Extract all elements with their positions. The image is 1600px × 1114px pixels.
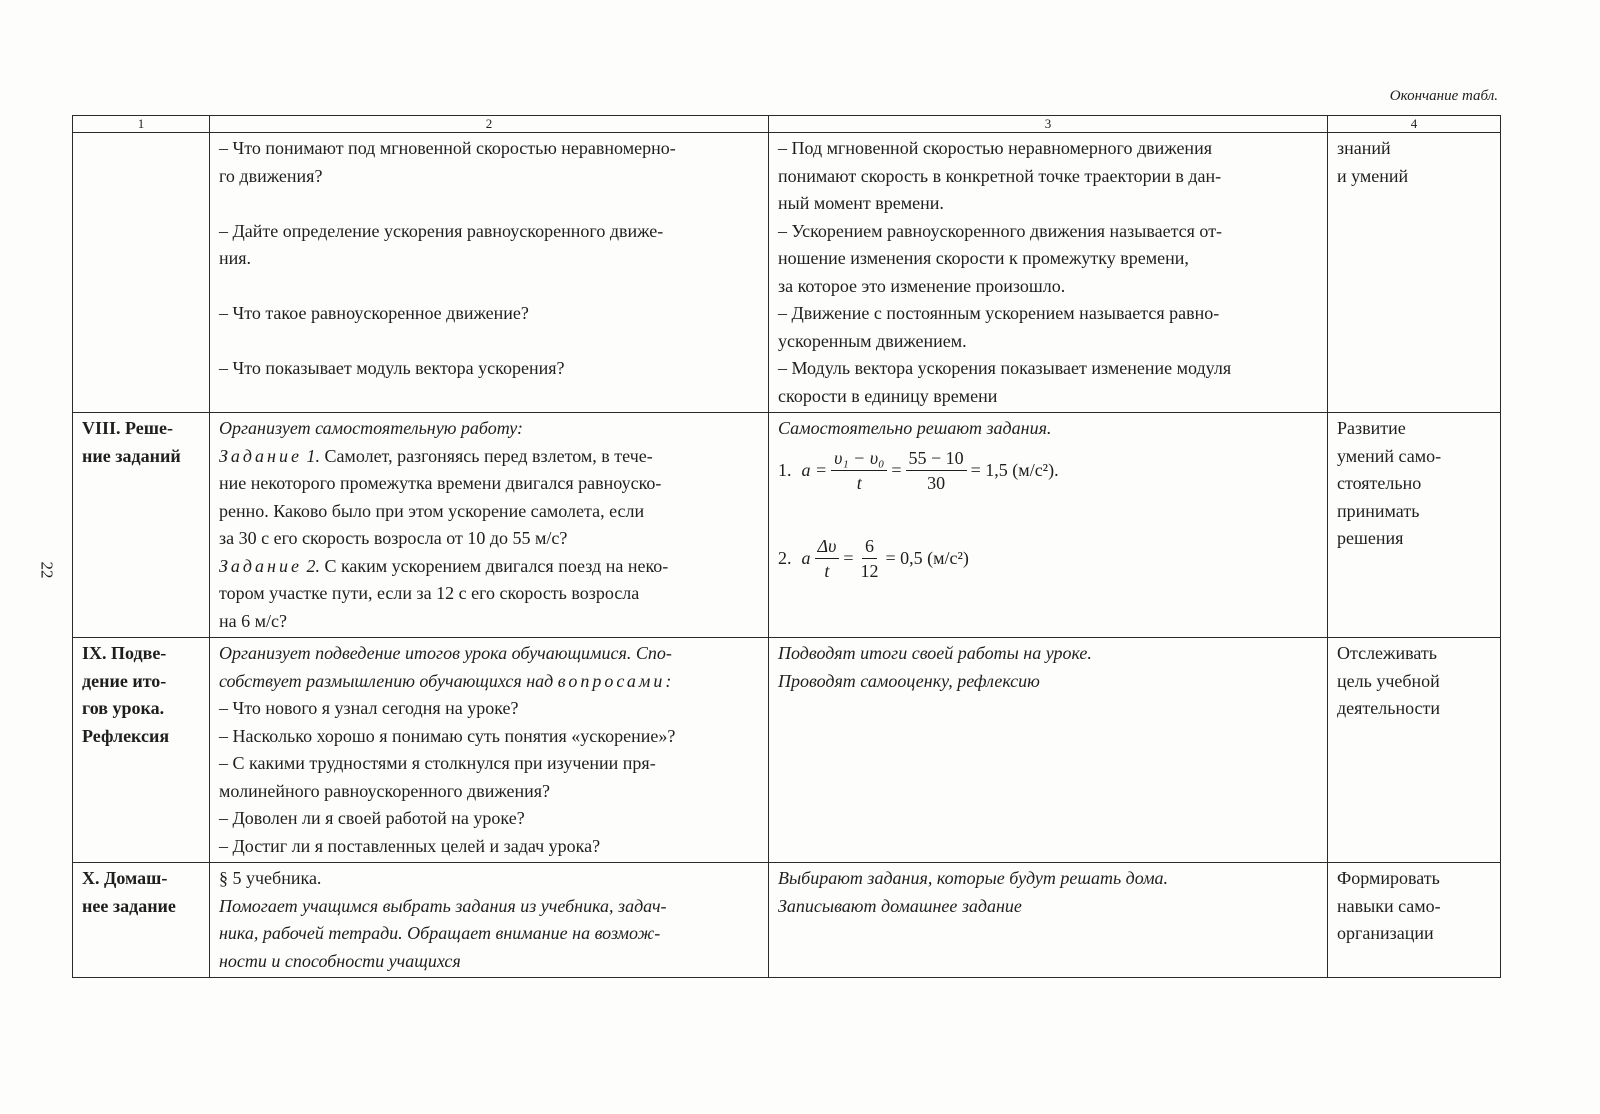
text-line: ный момент времени. [778, 193, 944, 213]
text-line: за которое это изменение произошло. [778, 275, 1066, 296]
text-line: Формировать [1337, 868, 1440, 888]
text-line: собствует размышлению обучающихся над [219, 670, 558, 691]
uud-cell [1328, 863, 1501, 978]
text-line: – Что понимают под мгновенной скоростью неравномерно- [219, 138, 676, 158]
text-line: го движения? [219, 165, 323, 186]
stage-cell [73, 413, 210, 638]
text-line: – Насколько хорошо я понимаю суть понятия «ускорение»? [219, 725, 676, 746]
lesson-table [72, 115, 1501, 978]
task-2-line [219, 553, 759, 581]
text-line: – Под мгновенной скоростью неравномерного движения [778, 138, 1212, 158]
text-line: на 6 м/с? [219, 610, 287, 631]
stage-title: VIII. Реше- [82, 418, 173, 438]
task-number: 1. [306, 445, 320, 466]
column-number-row [73, 116, 1501, 133]
text-line: цель учебной [1337, 670, 1440, 691]
text-line: умений само- [1337, 445, 1442, 466]
text-line: ности и способности учащихся [219, 950, 461, 971]
text-line: Отслеживать [1337, 643, 1437, 663]
students-cell [769, 863, 1328, 978]
stage-cell [73, 133, 210, 413]
stage-title: X. Домаш- [82, 868, 168, 888]
stage-title: дение ито- [82, 670, 167, 691]
text-line: решения [1337, 528, 1404, 548]
column-number: 4 [1328, 116, 1501, 133]
column-number: 1 [73, 116, 210, 133]
text-line: ускоренным движением. [778, 330, 967, 351]
text-line: – Что такое равноускоренное движение? [219, 303, 529, 323]
page-number: 22 [37, 561, 57, 579]
uud-cell [1328, 133, 1501, 413]
text-line: за 30 с его скорость возросла от 10 до 55 м/с? [219, 528, 568, 548]
text-line: Записывают домашнее задание [778, 895, 1022, 916]
text-line: Подводят итоги своей работы на уроке. [778, 643, 1092, 663]
text-line: знаний [1337, 138, 1391, 158]
text-line: деятельности [1337, 698, 1441, 718]
uud-cell [1328, 413, 1501, 638]
stage-title: Рефлексия [82, 725, 170, 746]
text-line: – Дайте определение ускорения равноускоренного движе- [219, 220, 664, 241]
text-line: Самостоятельно решают задания. [778, 418, 1052, 438]
text-line: ренно. Каково было при этом ускорение самолета, если [219, 500, 645, 521]
text-line: С каким ускорением двигался поезд на неко- [319, 555, 669, 576]
text-line: принимать [1337, 500, 1420, 521]
text-line: Выбирают задания, которые будут решать дома. [778, 868, 1169, 888]
text-line: Самолет, разгоняясь перед взлетом, в тече- [319, 445, 653, 466]
stage-cell [73, 863, 210, 978]
task-1-line [219, 443, 759, 471]
formula-2: 2. a $\frac{\Delta\upsilon}{t}$ = $\frac{6}{12}$ = 0,5 (м/с²) [778, 536, 969, 581]
text-line: – С какими трудностями я столкнулся при изучении пря- [219, 753, 656, 773]
students-cell [769, 133, 1328, 413]
teacher-cell [210, 638, 769, 863]
text-line: организации [1337, 923, 1434, 943]
text-line: понимают скорость в конкретной точке траектории в дан- [778, 165, 1222, 186]
text-line: скорости в единицу времени [778, 385, 998, 406]
text-line: – Достиг ли я поставленных целей и задач урока? [219, 835, 601, 856]
text-line: § 5 учебника. [219, 868, 322, 888]
text-line: ника, рабочей тетради. Обращает внимание на возмож- [219, 923, 661, 943]
stage-title: ние заданий [82, 445, 181, 466]
text-line: и умений [1337, 165, 1409, 186]
spaced-word: вопросами: [557, 670, 675, 691]
stage-title: гов урока. [82, 698, 165, 718]
text-line: – Что показывает модуль вектора ускорения? [219, 358, 565, 378]
text-line: тором участке пути, если за 12 с его скорость возросла [219, 583, 640, 603]
table-caption: Окончание табл. [1389, 88, 1498, 104]
students-cell [769, 638, 1328, 863]
task-label: Задание [219, 445, 302, 466]
table-row [73, 133, 1501, 413]
stage-cell [73, 638, 210, 863]
text-line: ношение изменения скорости к промежутку времени, [778, 248, 1189, 268]
table-row [73, 863, 1501, 978]
text-line: навыки само- [1337, 895, 1441, 916]
text-line: Помогает учащимся выбрать задания из учебника, задач- [219, 895, 667, 916]
formula-1: 1. a = $\frac{\text{υ₁ − υ₀}}{t}$ = $\frac{55 - 10}{30}$ = 1,5 (м/с²). [778, 448, 1059, 493]
stage-title: IX. Подве- [82, 643, 167, 663]
text-line: Организует самостоятельную работу: [219, 418, 524, 438]
text-line: Проводят самооценку, рефлексию [778, 670, 1040, 691]
column-number: 3 [769, 116, 1328, 133]
teacher-cell [210, 413, 769, 638]
text-line: Организует подведение итогов урока обучающимися. Спо- [219, 643, 672, 663]
text-line: молинейного равноускоренного движения? [219, 780, 551, 801]
stage-title: нее задание [82, 895, 176, 916]
teacher-cell [210, 863, 769, 978]
text-line: стоятельно [1337, 473, 1422, 493]
text-line: ния. [219, 248, 252, 268]
task-label: Задание [219, 555, 302, 576]
task-number: 2. [306, 555, 320, 576]
column-number: 2 [210, 116, 769, 133]
text-line: – Ускорением равноускоренного движения называется от- [778, 220, 1223, 241]
text-line: ние некоторого промежутка времени двигался равноуско- [219, 473, 662, 493]
teacher-cell [210, 133, 769, 413]
text-line: Развитие [1337, 418, 1406, 438]
table-row [73, 413, 1501, 638]
uud-cell [1328, 638, 1501, 863]
text-line: – Доволен ли я своей работой на уроке? [219, 808, 525, 828]
students-cell [769, 413, 1328, 638]
text-line: – Движение с постоянным ускорением называется равно- [778, 303, 1220, 323]
text-line: – Что нового я узнал сегодня на уроке? [219, 698, 519, 718]
text-line: – Модуль вектора ускорения показывает изменение модуля [778, 358, 1232, 378]
table-row [73, 638, 1501, 863]
